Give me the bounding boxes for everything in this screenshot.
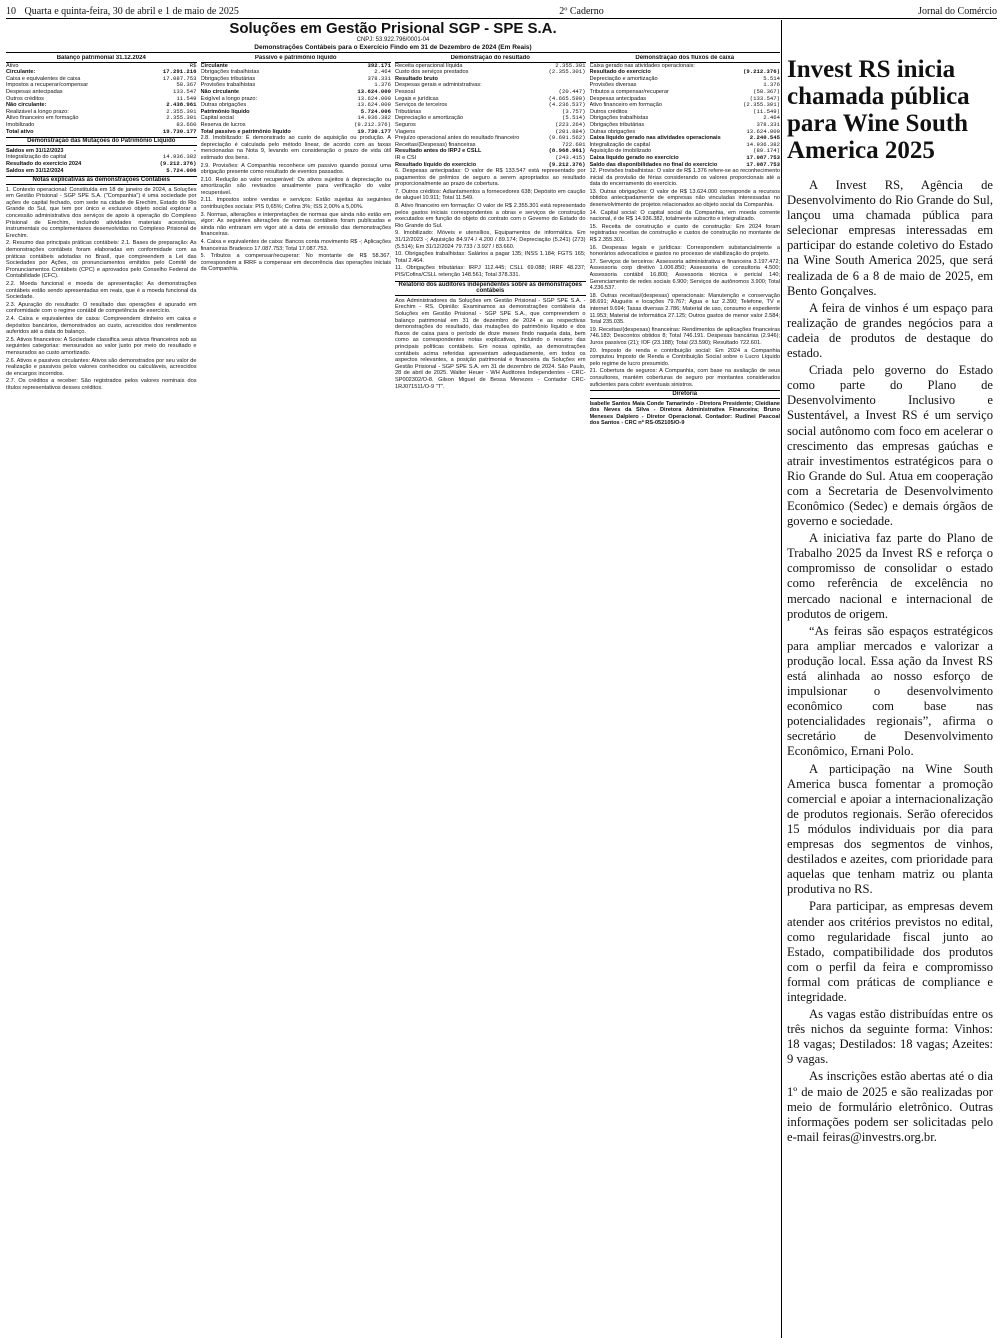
asset-row — [6, 102, 197, 109]
article-paragraph: A feira de vinhos é um espaço para realização de grandes negócios para a cadeia de produtos de destaque do estado. — [787, 300, 993, 361]
income-value: (243.415) — [555, 154, 586, 161]
cashflow-value: 14.936.382 — [746, 141, 780, 148]
newspaper-name: Jornal do Comércio — [918, 5, 997, 17]
cashflow-row — [590, 69, 781, 76]
cashflow-table — [590, 63, 781, 169]
auditor-report: Aos Administradores da Soluções em Gestão Prisional - SGP SPE S.A. - Erechim - RS. Opinião: Examinamos as demonstrações contábeis da Soluções em Gestão Prisional - SGP SPE S.A., que compreendem o balanço patrimonial em 31 de dezembro de 2024 e as respectivas demonstrações do resultado, das mutações do patrimônio líquido e dos fluxos de caixa para o período de doze meses findo naquela data, bem como as correspondentes notas explicativas, incluindo o resumo das principais políticas contábeis. Em nossa opinião, as demonstrações contábeis acima referidas apresentam adequadamente, em todos os aspectos relevantes, a posição patrimonial e financeira da Soluções em Gestão Prisional - SGP SPE S.A. em 31 de dezembro de 2024. São Paulo, 28 de abril de 2025. Walter Heuer - WH Auditores Independentes - CRC-SP002302/O-8. Gilson Miguel de Bessa Menezes - Contador CRC-1RJ071511/O-9 "T". — [395, 297, 586, 390]
income-title: Demonstração do resultado — [395, 55, 586, 63]
cashflow-row — [590, 102, 781, 109]
liability-row — [201, 122, 392, 129]
income-row — [395, 82, 586, 89]
cashflow-label: Depreciação e amortização — [589, 75, 658, 82]
article-paragraph: As vagas estão distribuídas entre os três nichos da seguinte forma: Vinhos: 18 vagas; Destilados: 18 vagas; Azeites: 9 vagas. — [787, 1007, 993, 1067]
income-value: (20.447) — [558, 88, 586, 95]
note-paragraph: 2.7. Os créditos a receber: São registrados pelos valores nominais dos títulos representativos desses créditos. — [6, 378, 197, 391]
liability-row — [201, 96, 392, 103]
liability-label: Reserva de lucros — [200, 121, 246, 128]
header-left — [6, 6, 245, 17]
income-value: (5.514) — [562, 115, 586, 122]
asset-value: R$ — [189, 62, 197, 69]
asset-row — [6, 115, 197, 122]
note-paragraph: 6. Despesas antecipadas: O valor de R$ 133.547 está representado por pagamentos de prêmios de seguro a serem apropriados ao resultado proporcionalmente ao prazo de cobertura. — [395, 168, 586, 188]
income-row — [395, 102, 586, 109]
cashflow-row — [590, 162, 781, 169]
liability-label: Provisões trabalhistas — [200, 82, 256, 89]
liability-label: Não circulante — [200, 88, 240, 95]
income-row — [395, 109, 586, 116]
notes-part-1 — [6, 187, 197, 392]
cnpj: CNPJ: 53.922.796/0001-04 — [356, 37, 430, 43]
note-paragraph: 2.3. Apuração do resultado: O resultado das operações é apurado em conformidade com o regime contábil de competência de exercício. — [6, 301, 197, 315]
asset-value: 83.660 — [176, 121, 197, 128]
income-label: IR e CSI — [395, 154, 417, 161]
liability-value: 2.464 — [374, 69, 391, 76]
income-value: (223.264) — [555, 121, 586, 128]
cashflow-value: 1.376 — [763, 82, 780, 89]
liability-value: (9.212.376) — [354, 121, 391, 128]
note-paragraph: 1. Contexto operacional: Constituída em 18 de janeiro de 2024, a Soluções em Gestão Prisional - SGP SPE S.A. ("Companhia") é uma sociedade por ações de capital fechado, com sede na cidade de Erechim, Estado do Rio Grande do Sul, que tem por único e exclusivo objeto social explorar a concessão administrativa dos serviços de apoio à operação do Complexo Prisional de Erechim, incluindo atividades materiais acessórias, instrumentais ou complementares desenvolvidas no Complexo Prisional de Erechim. — [6, 186, 197, 239]
liability-label: Obrigações tributárias — [200, 75, 256, 82]
note-paragraph: 2. Resumo das principais práticas contábeis: 2.1. Bases de preparação: As demonstrações contábeis foram elaboradas em conformidade com as práticas contábeis adotadas no Brasil, que compreendem a Lei das Sociedades por Ações, os pronunciamentos emitidos pelo Comitê de Pronunciamentos Contábeis (CPC) e aprovados pelo Conselho Federal de Contabilidade (CFC). — [6, 240, 197, 280]
note-paragraph: 3. Normas, alterações e interpretações de normas que ainda não estão em vigor: As seguintes alterações de normas contábeis foram publicadas e ainda não entraram em vigor até a data de emissão das demonstrações financeiras. — [200, 211, 391, 238]
balance-title: Balanço patrimonial 31.12.2024 — [6, 55, 197, 63]
income-label: Legais e jurídicas — [395, 95, 439, 102]
income-value: (8.968.961) — [548, 148, 586, 155]
liability-label: Outras obrigações — [200, 102, 247, 109]
asset-row — [6, 76, 197, 83]
cashflow-value: 17.087.753 — [746, 161, 780, 168]
income-label: Resultado líquido do exercício — [395, 161, 477, 168]
auditor-title: Relatório dos auditores independentes sobre as demonstrações contábeis — [395, 281, 586, 296]
company-title: Soluções em Gestão Prisional SGP - SPE S.A. — [229, 20, 557, 37]
income-row — [395, 89, 586, 96]
note-paragraph: 4. Caixa e equivalentes de caixa: Bancos conta movimento R$ -; Aplicações financeiras Bradesco 17.087.753; Total 17.087.753. — [200, 239, 391, 252]
liability-label: Total passivo e patrimônio líquido — [200, 128, 291, 135]
liability-value: 5.724.006 — [360, 108, 391, 115]
legal-columns — [6, 55, 780, 428]
cashflow-row — [590, 129, 781, 136]
cashflow-label: Provisões diversas — [589, 82, 637, 89]
cashflow-value: (2.355.301) — [743, 102, 780, 109]
cashflow-row — [590, 115, 781, 122]
income-row — [395, 162, 586, 169]
income-row — [395, 122, 586, 129]
liability-row — [201, 109, 392, 116]
asset-label: Circulante: — [6, 69, 36, 76]
liability-row — [201, 76, 392, 83]
liability-value: 13.624.000 — [357, 88, 391, 95]
note-paragraph: 9. Imobilizado: Móveis e utensílios, Equipamentos de informática. Em 31/12/2023 -; Aquisição 84.974 / 4.200 / 89.174; Depreciação (5.241) (273) (5.514); Em 31/12/2024 79.733 / 3.927 / 83.660. — [395, 230, 586, 250]
asset-row — [6, 82, 197, 89]
note-paragraph: 2.10. Redução ao valor recuperável: Os ativos sujeitos à depreciação ou amortização são revisados anualmente para verificação do valor recuperável. — [200, 176, 391, 196]
liability-label: Circulante — [200, 62, 228, 69]
income-row — [395, 96, 586, 103]
cashflow-label: Caixa líquido gerado no exercício — [589, 154, 679, 161]
note-paragraph: 20. Imposto de renda e contribuição social: Em 2024 a Companhia computou Imposto de Renda e Contribuição Social sobre o Lucro Líquido pelo regime de lucro presumido. — [589, 347, 780, 367]
cashflow-label: Ativo financeiro em formação — [589, 102, 662, 109]
cashflow-value: (58.367) — [753, 88, 780, 95]
liability-row — [201, 115, 392, 122]
equity-row — [6, 161, 197, 168]
asset-value: 2.355.301 — [166, 108, 197, 115]
note-paragraph: 13. Outras obrigações: O valor de R$ 13.624.000 corresponde a recursos obtidos antecipadamente de empresas não vinculadas interessadas no desenvolvimento de projetos relacionados ao objeto social da Companhia. — [589, 188, 780, 209]
note-paragraph: 18. Outras receitas/(despesas) operacionais: Manutenção e conservação 98.691; Aluguéis e locações 79.767; Água e luz 2.390; Telefone, TV e internet 9.694; Taxas diversas 2.786; Material de uso, consumo e expediente 11.953; Material de informática 27.125; Outros gastos de menor valor 2.584; Total 235.035. — [589, 292, 780, 326]
asset-label: Realizável a longo prazo: — [6, 108, 69, 115]
income-label: Resultado bruto — [395, 75, 438, 82]
income-value: (2.355.301) — [548, 69, 586, 76]
asset-value: 2.355.301 — [166, 115, 197, 122]
note-paragraph: 2.9. Provisões: A Companhia reconhece um passivo quando possui uma obrigação presente como resultado de eventos passados. — [200, 162, 391, 176]
asset-label: Impostos a recuperar/compensar — [6, 82, 89, 89]
article-paragraph: “As feiras são espaços estratégicos para ampliar mercados e valorizar a produção local. Essa ação da Invest RS está alinhada ao nosso esforço de impulsionar o desenvolvimento econômico com base nas potencialidades regionais”, afirma o secretário de Desenvolvimento Econômico, Ernani Polo. — [787, 623, 993, 759]
income-label: Receitas/(Despesas) financeiras — [395, 141, 476, 148]
page-header — [6, 4, 997, 19]
income-label: Prejuízo operacional antes do resultado financeiro — [395, 135, 520, 142]
asset-label: Não circulante: — [6, 102, 47, 109]
notes-part-2 — [201, 135, 392, 273]
income-value: 2.355.301 — [555, 62, 586, 69]
asset-row — [6, 89, 197, 96]
equity-value: 5.724.006 — [166, 167, 197, 174]
legal-col-1 — [6, 55, 197, 428]
equity-row — [6, 154, 197, 161]
note-paragraph: 14. Capital social: O capital social da Companhia, em moeda corrente nacional, é de R$ 14.936.382, totalmente subscrito e integralizado. — [589, 209, 780, 223]
cashflow-label: Outras obrigações — [589, 128, 636, 135]
note-paragraph: 5. Tributos a compensar/recuperar: No montante de R$ 58.367, correspondem a IRRF a compensar em decorrência das operações iniciais da Companhia. — [200, 253, 391, 273]
notes-part-3 — [395, 168, 586, 279]
income-value: 722.601 — [562, 141, 586, 148]
cashflow-row — [590, 63, 781, 70]
note-paragraph: 7. Outros créditos: Adiantamentos a fornecedores 638; Depósito em caução de aluguel 10.911; Total 11.549. — [395, 188, 586, 202]
cashflow-value: 17.087.753 — [746, 154, 780, 161]
income-value: (9.691.562) — [548, 135, 586, 142]
cashflow-value: (11.549) — [753, 108, 780, 115]
asset-value: 17.087.753 — [162, 75, 197, 82]
cashflow-row — [590, 155, 781, 162]
income-value: (201.884) — [555, 128, 586, 135]
cashflow-row — [590, 76, 781, 83]
liability-label: Obrigações trabalhistas — [200, 69, 260, 76]
income-label: Resultado antes do IRPJ e CSLL — [395, 148, 482, 155]
asset-label: Total ativo — [6, 128, 34, 135]
income-row — [395, 63, 586, 70]
liabilities-table — [201, 63, 392, 136]
assets-table — [6, 63, 197, 136]
income-value: (4.236.537) — [548, 102, 586, 109]
asset-row — [6, 63, 197, 70]
notes-part-4 — [590, 168, 781, 388]
income-table — [395, 63, 586, 169]
cashflow-row — [590, 135, 781, 142]
equity-row — [6, 148, 197, 155]
income-label: Custo dos serviços prestados — [395, 69, 469, 76]
income-value: (3.757) — [562, 108, 586, 115]
page-number: 10 — [6, 5, 16, 17]
note-paragraph: 8. Ativo financeiro em formação: O valor de R$ 2.355.301 está representado pelos gastos iniciais correspondentes a obras e serviços de construção executados em função do objeto do contrato com o Governo do Estado do Rio Grande do Sul. — [395, 203, 586, 229]
asset-row — [6, 109, 197, 116]
article-headline: Invest RS inicia chamada pública para Wine South America 2025 — [787, 56, 970, 164]
income-label: Viagens — [395, 128, 416, 135]
equity-value: 14.936.382 — [162, 154, 197, 161]
income-value: (4.665.590) — [548, 95, 586, 102]
note-paragraph: 2.5. Ativos financeiros: A Sociedade classifica seus ativos financeiros sob as seguintes categorias: mensurados ao valor justo por meio do resultado e mensurados ao custo amortizado. — [6, 336, 197, 356]
article-paragraph: A Invest RS, Agência de Desenvolvimento do Rio Grande do Sul, lançou uma chamada pública para selecionar empresas interessadas em participar do estande coletivo do Estado na Wine South America 2025, que será realizada de 6 a 8 de maio de 2025, em Bento Gonçalves. — [787, 178, 993, 298]
equity-label: Resultado do exercício 2024 — [6, 160, 82, 167]
article-paragraph: Criada pelo governo do Estado como parte do Plano de Desenvolvimento Inclusivo e Sustentável, a Invest RS é um serviço social autônomo com foco em acelerar o crescimento das empresas gaúchas e atrair investimentos estratégicos para o Rio Grande do Sul. Atua em cooperação com a Secretaria de Desenvolvimento Econômico (Sedec) e demais órgãos de governo e sociedade. — [787, 363, 993, 529]
cashflow-label: Obrigações trabalhistas — [589, 115, 649, 122]
notes-title: Notas explicativas às demonstrações Contábeis — [6, 176, 197, 185]
asset-value: 133.547 — [173, 88, 197, 95]
section-name: 2º Caderno — [559, 5, 604, 17]
cashflow-value: 2.240.545 — [749, 135, 780, 142]
liability-value: 378.331 — [367, 75, 391, 82]
cashflow-label: Caixa líquido gerado nas atividades operacionais — [589, 135, 721, 142]
directors-list: Isabelle Santos Maia Conde Tamarindo - Diretora Presidente; Cleidiane dos Neves da Silva - Diretora Administrativa Financeira; Bruno Meneses Dalpiero - Diretor Operacional. Contador: Rudinei Pascoal dos Santos - CRC nº RS-052105/O-9 — [589, 400, 780, 427]
cashflow-value: 2.464 — [763, 115, 780, 122]
cashflow-title: Demonstração dos fluxos de caixa — [590, 55, 781, 63]
asset-label: Ativo — [6, 62, 19, 69]
cashflow-label: Despesas antecipadas — [589, 95, 647, 102]
cashflow-value: 13.624.000 — [746, 128, 780, 135]
income-row — [395, 155, 586, 162]
cashflow-row — [590, 142, 781, 149]
article-paragraph: As inscrições estão abertas até o dia 1º de maio de 2025 e são realizadas por meio de formulário eletrônico. Outras informações podem ser solicitadas pelo e-mail feiras@investrs.org.br. — [787, 1069, 993, 1144]
income-row — [395, 129, 586, 136]
asset-label: Despesas antecipadas — [6, 88, 63, 95]
cashflow-label: Caixa gerado nas atividades operacionais: — [589, 62, 695, 69]
liability-value: 1.376 — [374, 82, 391, 89]
column-divider — [781, 20, 782, 1338]
article-paragraph: A iniciativa faz parte do Plano de Trabalho 2025 da Invest RS e reforça o compromisso de consolidar o estado como referência de excelência no mercado nacional e internacional de produtos de origem. — [787, 531, 993, 621]
liability-label: Patrimônio líquido — [200, 108, 250, 115]
asset-row — [6, 96, 197, 103]
cashflow-value: (9.212.376) — [743, 69, 780, 76]
legal-col-2 — [201, 55, 392, 428]
equity-value: - — [193, 147, 197, 154]
equity-label: Saldos em 31/12/2023 — [6, 147, 64, 154]
cashflow-value: 378.331 — [756, 121, 780, 128]
liability-row — [201, 89, 392, 96]
asset-row — [6, 69, 197, 76]
liability-row — [201, 69, 392, 76]
cashflow-row — [590, 109, 781, 116]
article-body — [787, 178, 993, 1145]
cashflow-label: Outros créditos — [589, 108, 628, 115]
liability-value: 13.624.000 — [357, 95, 391, 102]
note-paragraph: 2.4. Caixa e equivalentes de caixa: Compreendem dinheiro em caixa e depósitos bancários, demonstrados ao custo, acrescidos dos rendimentos auferidos até a data do balanço. — [6, 315, 197, 336]
asset-row — [6, 129, 197, 136]
income-label: Pessoal — [395, 88, 415, 95]
note-paragraph: 15. Receita de construção e custo de construção: Em 2024 foram registradas receitas de construção e custos de construção no montante de R$ 2.355.301. — [589, 223, 780, 244]
asset-value: 17.291.216 — [162, 69, 197, 76]
article-paragraph: A participação na Wine South America busca fomentar a promoção comercial e apoiar a internacionalização de produtos regionais. Serão oferecidos 15 módulos individuais por dia para empresas dos segmentos de vinhos, destilados e azeites, com prioridade para aquelas que tenham matriz ou planta produtiva no RS. — [787, 761, 993, 897]
income-row — [395, 76, 586, 83]
liability-value: 14.936.382 — [357, 115, 391, 122]
asset-label: Imobilizado — [6, 121, 35, 128]
legal-col-4 — [590, 55, 781, 428]
asset-value: 19.730.177 — [162, 128, 197, 135]
note-paragraph: 17. Serviços de terceiros: Assessoria administrativa e financeira 3.197.472; Assessoria corp diretivo 1.006.850; Assessoria de consultoria 4.500; Assessoria contábil 16.800; Assessoria técnica e pericial 140; Gerenciamento de redes sociais 6.900; Serviços de autônomos 3.900; Total 4.236.537. — [589, 258, 780, 292]
liabilities-title: Passivo e patrimônio líquido — [201, 55, 392, 63]
asset-row — [6, 122, 197, 129]
legal-notice — [6, 20, 780, 1338]
note-paragraph: 19. Receitas/(despesas) financeiras: Rendimentos de aplicações financeiras 746.183; Descontos obtidos 8; Total 746.191. Despesas bancárias (2.946); Juros passivos (21); IOF (23.188); Total (23.590); Resultado 722.601. — [589, 326, 780, 346]
note-paragraph: 11. Obrigações tributárias: IRPJ 112.445; CSLL 69.088; IRRF 48.237; PIS/Cofins/CSLL retenção 148.561; Total 378.331. — [395, 265, 586, 278]
cashflow-label: Integralização de capital — [589, 141, 650, 148]
statements-subtitle: Demonstrações Contábeis para o Exercício Findo em 31 de Dezembro de 2024 (Em Reais) — [6, 44, 780, 53]
income-label: Depreciação e amortização — [395, 115, 464, 122]
income-label: Seguros — [395, 121, 416, 128]
liability-value: 19.730.177 — [357, 128, 391, 135]
income-label: Tributárias — [395, 108, 422, 115]
note-paragraph: 10. Obrigações trabalhistas: Salários a pagar 135; INSS 1.184; FGTS 165; Total 2.464. — [395, 251, 586, 264]
cashflow-value: (89.174) — [753, 148, 780, 155]
income-row — [395, 142, 586, 149]
income-label: Despesas gerais e administrativas: — [395, 82, 482, 89]
asset-value: 2.438.961 — [166, 102, 197, 109]
edition-date: Quarta e quinta-feira, 30 de abril e 1 de maio de 2025 — [24, 5, 239, 17]
cashflow-row — [590, 82, 781, 89]
cashflow-row — [590, 122, 781, 129]
note-paragraph: 2.11. Impostos sobre vendas e serviços: Estão sujeitas às seguintes contribuições sociais: PIS 0,65%; Cofins 3%; ISS 2,00% a 5,00%. — [200, 197, 391, 211]
cashflow-row — [590, 96, 781, 103]
asset-label: Ativo financeiro em formação — [6, 115, 79, 122]
income-value: (9.212.376) — [548, 161, 586, 168]
equity-row — [6, 168, 197, 175]
equity-value: (9.212.376) — [159, 160, 197, 167]
income-row — [395, 69, 586, 76]
cashflow-label: Obrigações tributárias — [589, 121, 645, 128]
legal-col-3 — [395, 55, 586, 428]
note-paragraph: 12. Provisões trabalhistas: O valor de R$ 1.376 refere-se ao reconhecimento inicial da provisão de férias considerando os valores proporcionais até a data do encerramento do exercício. — [589, 168, 780, 188]
liability-value: 392.171 — [367, 62, 391, 69]
income-row — [395, 115, 586, 122]
asset-value: 11.549 — [176, 95, 197, 102]
cashflow-label: Saldo das disponibilidades no final do exercício — [589, 161, 718, 168]
equity-label: Integralização do capital — [6, 154, 67, 161]
cashflow-value: (133.547) — [749, 95, 780, 102]
cashflow-row — [590, 89, 781, 96]
liability-label: Exigível a longo prazo: — [200, 95, 258, 102]
liability-label: Capital social — [200, 115, 234, 122]
asset-label: Outros créditos — [6, 95, 44, 102]
income-label: Serviços de terceiros — [395, 102, 448, 109]
note-paragraph: 2.8. Imobilizado: É demonstrado ao custo de aquisição ou produção. A depreciação é calculada pelo método linear, de acordo com as taxas mencionadas na Nota 9, levando em consideração o prazo de vida útil estimado dos bens. — [200, 135, 391, 161]
cashflow-label: Resultado do exercício — [589, 69, 651, 76]
income-row — [395, 148, 586, 155]
liability-row — [201, 102, 392, 109]
equity-table — [6, 148, 197, 174]
note-paragraph: 21. Cobertura de seguros: A Companhia, com base na avaliação de seus consultores, mantém coberturas de seguro por montantes considerados suficientes para cobrir eventuais sinistros. — [589, 368, 780, 388]
article-paragraph: Para participar, as empresas devem atender aos critérios previstos no edital, como regularidade fiscal junto ao Estado, compatibilidade dos produtos com o perfil da feira e compromisso formal com práticas de compliance e integridade. — [787, 899, 993, 1004]
cashflow-label: Tributos a compensar/recuperar — [589, 88, 669, 95]
note-paragraph: 2.6. Ativos e passivos circulantes: Ativos são demonstrados por seu valor de realização e passivos pelos valores conhecidos ou calculáveis, acrescidos de encargos incorridos. — [6, 357, 197, 377]
directors-title: Diretoria — [590, 390, 781, 399]
equity-title: Demonstração das Mutações do Patrimônio Líquido — [6, 137, 197, 146]
asset-value: 58.367 — [176, 82, 197, 89]
cashflow-value: 5.514 — [763, 75, 780, 82]
liability-value: 13.624.000 — [357, 102, 391, 109]
income-label: Receita operacional líquida — [395, 62, 463, 69]
liability-row — [201, 82, 392, 89]
liability-row — [201, 63, 392, 70]
cashflow-row — [590, 148, 781, 155]
asset-label: Caixa e equivalentes de caixa — [6, 75, 81, 82]
equity-label: Saldos em 31/12/2024 — [6, 167, 64, 174]
note-paragraph: 2.2. Moeda funcional e moeda de apresentação: As demonstrações contábeis estão sendo apresentadas em reais, que é a moeda funcional da Sociedade. — [6, 281, 197, 301]
cashflow-label: Aquisição de imobilizado — [589, 148, 652, 155]
note-paragraph: 16. Despesas legais e jurídicas: Correspondem substancialmente a honorários advocatícios e gastos no processo de viabilização do projeto. — [589, 244, 780, 258]
income-row — [395, 135, 586, 142]
news-article — [787, 56, 993, 1336]
